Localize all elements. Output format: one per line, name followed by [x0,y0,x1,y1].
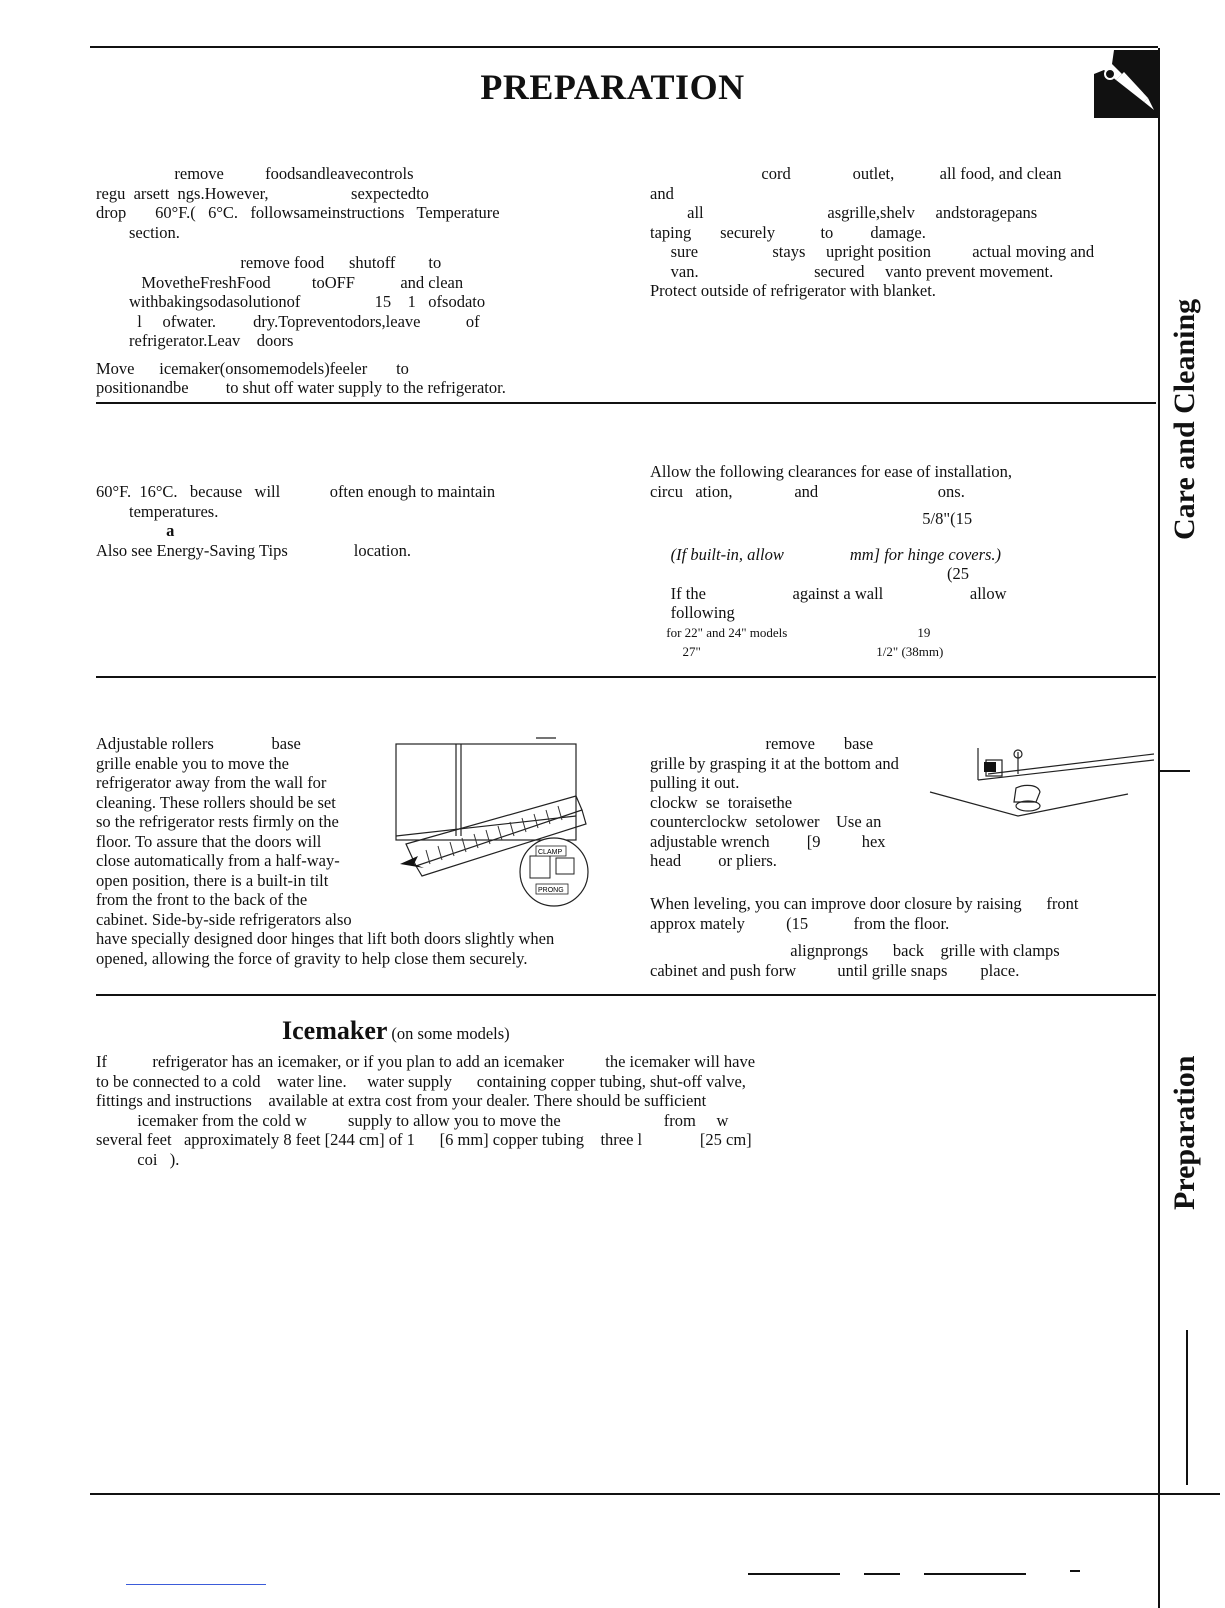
text-line: close automatically from a half-way- [96,851,340,870]
text-line: remove base [650,734,874,753]
side-tab-divider [1160,770,1190,772]
text-line: from the front to the back of the [96,890,308,909]
text-line: l ofwater. dry.Topreventodors,leave of [96,311,480,331]
footer-mark [864,1573,900,1575]
text-line: pulling it out. [650,773,740,792]
text-line: coi ). [96,1149,180,1169]
text-line: If refrigerator has an icemaker, or if you plan to add an icemaker the icemaker will have [96,1052,756,1071]
section3-left-text [96,734,386,929]
text-line: 5/8"(15 [650,509,973,528]
text-line: MovetheFreshFood toOFF and clean [96,272,464,292]
text-line: clockw se toraisethe [650,792,793,812]
text-line: and [650,183,674,203]
right-vertical-rule [1158,48,1160,1608]
footer-mark [1070,1570,1080,1572]
text-line: positionandbe to shut off water supply to the refrigerator. [96,378,506,397]
base-grille-figure [386,736,598,912]
text-line: fittings and instructions available at extra cost from your dealer. There should be sufficient [96,1091,707,1110]
text-line: Allow the following clearances for ease of installation, [650,462,1012,481]
text-line: Also see Energy-Saving Tips location. [96,540,412,560]
side-tab-lower-rule [1186,1330,1188,1485]
section4-text [96,1052,1146,1169]
page-title: PREPARATION [480,67,745,107]
footer-mark [748,1573,840,1575]
text-line: regu arsett ngs.However, sexpectedto [96,183,429,203]
text-line: cabinet and push forw until grille snaps place. [650,960,1020,980]
text-line: 27" 1/2" (38mm) [650,644,944,659]
text-line: opened, allowing the force of gravity to help close them securely. [96,948,528,968]
icemaker-heading [282,1016,510,1046]
text-line: remove food shutoff to [96,253,442,272]
text-line: all asgrille,shelv andstoragepans [650,203,1038,222]
text-line: taping securely to damage. [650,222,926,242]
text-line: Protect outside of refrigerator with blanket. [650,281,936,300]
text-line: a [96,521,175,540]
text-line: grille enable you to move the [96,753,289,773]
section3-right-text [650,734,940,871]
footer-mark [924,1573,1026,1575]
text-line: head or pliers. [650,851,777,870]
text-line: remove foodsandleavecontrols [96,164,414,183]
text-line: counterclockw setolower Use an [650,812,882,831]
text-line: several feet approximately 8 feet [244 cm] of 1 [6 mm] copper tubing three l [25 cm] [96,1130,752,1149]
text-line: cleaning. These rollers should be set [96,792,336,812]
section2-right-text [650,462,1150,662]
text-line: sure stays upright position actual moving and [650,242,1095,261]
text-line: Adjustable rollers base [96,734,301,753]
text-line: refrigerator away from the wall for [96,773,327,792]
text-line: for 22" and 24" models 19 [650,624,931,640]
icemaker-heading-note: (on some models) [391,1024,510,1043]
text-line: temperatures. [96,501,219,521]
section3-right-text-full [650,894,1150,980]
text-line: to be connected to a cold water line. water supply containing copper tubing, shut-off valve, [96,1071,746,1091]
figure-label-prong: PRONG [538,887,564,894]
top-rule [90,46,1158,48]
bottom-rule [90,1493,1220,1495]
text-line: cabinet. Side-by-side refrigerators also [96,909,352,929]
text-line: alignprongs back grille with clamps [650,941,1060,960]
section1-left-text [96,164,596,398]
text-line: cord outlet, all food, and clean [650,164,1062,183]
text-line: adjustable wrench [9 hex [650,831,886,851]
text-line: icemaker from the cold w supply to allow you to move the from w [96,1110,729,1130]
text-line: refrigerator.Leav doors [96,331,294,350]
side-tab-preparation[interactable]: Preparation [1168,1055,1201,1210]
section-divider-1 [96,402,1156,404]
text-line: open position, there is a built-in tilt [96,870,329,890]
text-line: floor. To assure that the doors will [96,831,322,851]
text-line: When leveling, you can improve door closure by raising front [650,894,1079,913]
text-line: 60°F. 16°C. because will often enough to maintain [96,482,496,501]
text-line: (25 [650,564,969,583]
text-line: van. secured vanto prevent movement. [650,261,1054,281]
text-line: (If built-in, allow mm] for hinge covers.) [650,544,1002,564]
section2-left-text [96,482,596,560]
text-line: so the refrigerator rests firmly on the [96,812,339,831]
section3-left-text-full [96,929,616,968]
section-divider-2 [96,676,1156,678]
text-line: section. [96,222,180,242]
text-line: grille by grasping it at the bottom and [650,753,899,773]
side-tab-care-cleaning[interactable]: Care and Cleaning [1168,298,1201,540]
text-line: have specially designed door hinges that lift both doors slightly when [96,929,555,948]
leveling-roller-figure [928,740,1154,820]
text-line: Move icemaker(onsomemodels)feeler to [96,358,409,378]
text-line: circu ation, and ons. [650,481,965,501]
icemaker-heading-title: Icemaker [282,1016,388,1045]
figure-label-clamp: CLAMP [538,849,563,856]
text-line: approx mately (15 from the floor. [650,913,950,933]
text-line: If the against a wall allow [650,583,1007,603]
text-line: drop 60°F.( 6°C. followsameinstructions Temperature [96,203,500,222]
text-line: following [650,603,735,622]
section-divider-3 [96,994,1156,996]
section1-right-text [650,164,1150,301]
text-line: withbakingsodasolutionof 15 1 ofsodato [96,292,486,311]
